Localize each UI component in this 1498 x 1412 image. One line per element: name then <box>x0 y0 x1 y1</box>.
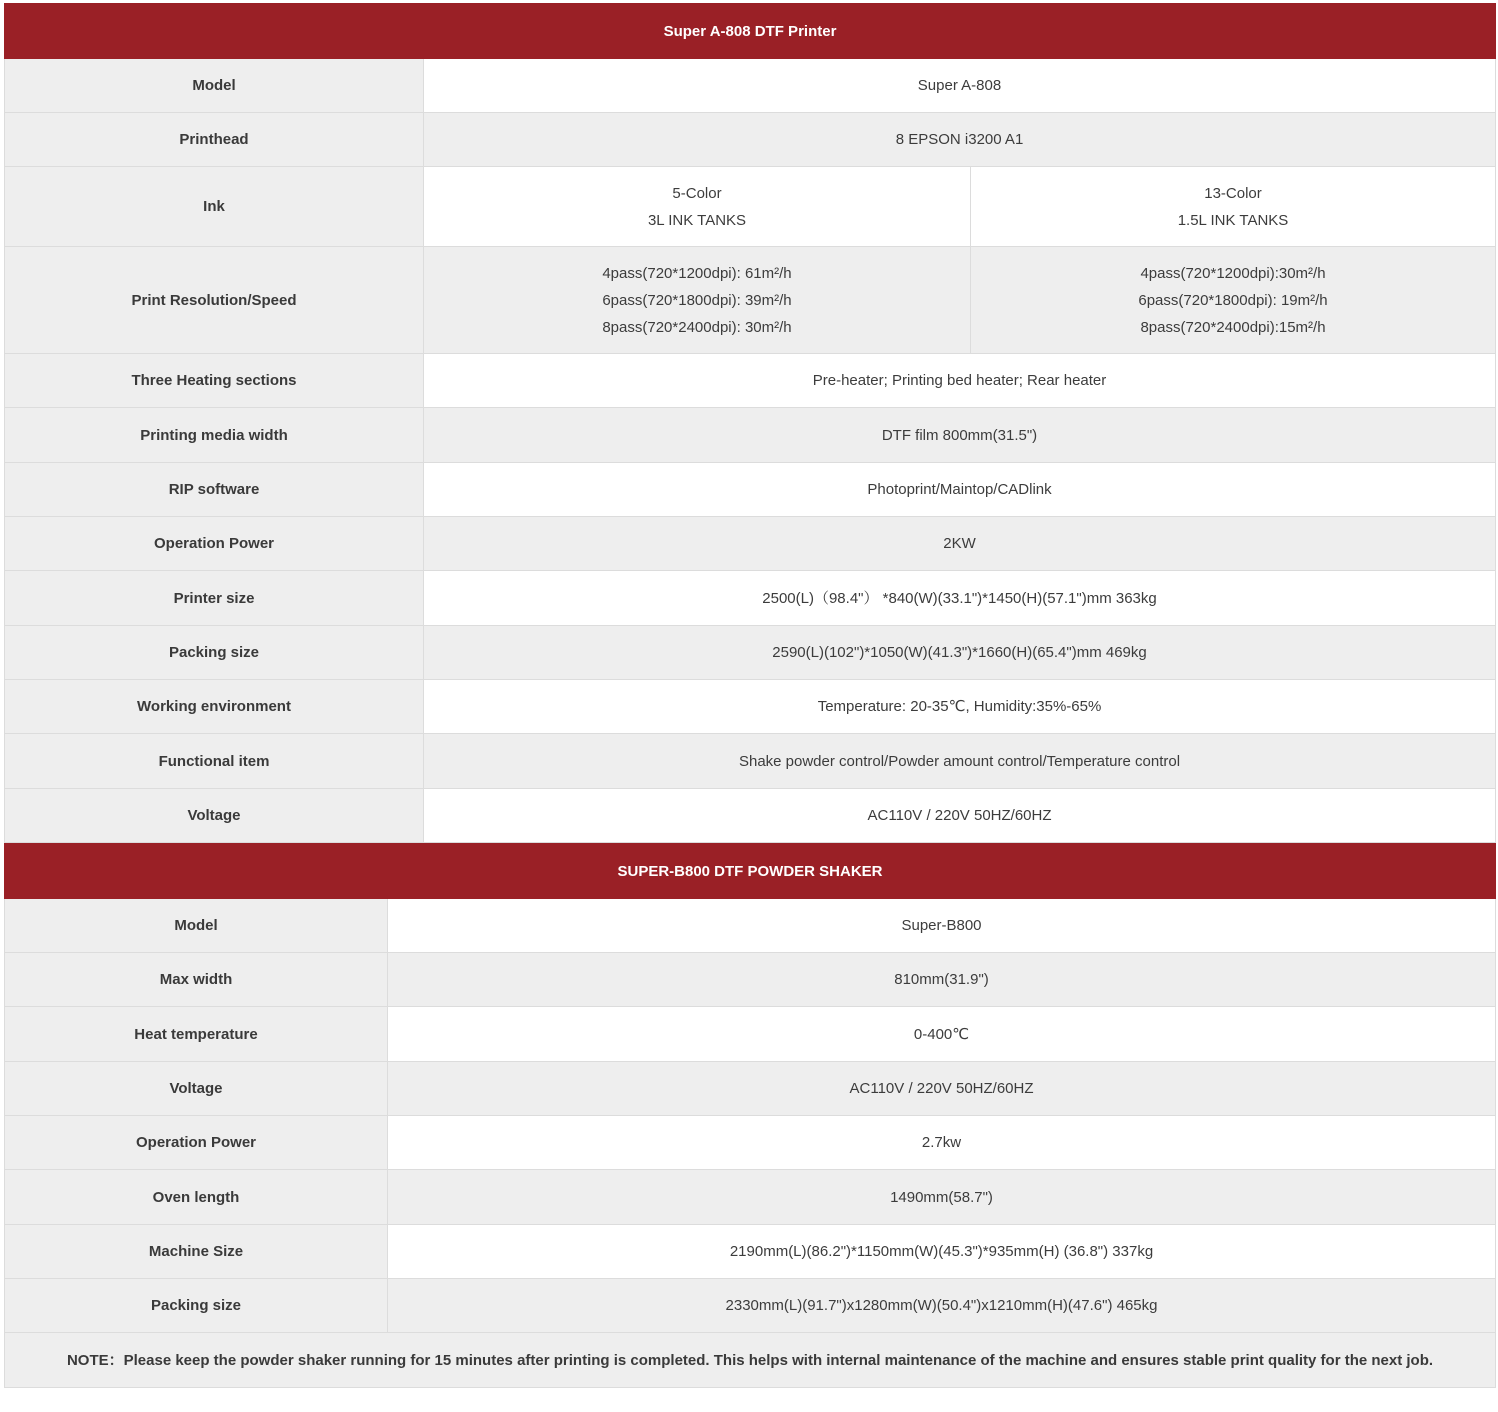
row-value: 2KW <box>424 517 1496 571</box>
row-value-ink-13color <box>971 167 1496 247</box>
ink-13color-line2: 1.5L INK TANKS <box>1177 211 1289 229</box>
ink-5color-line2: 3L INK TANKS <box>647 211 747 229</box>
table-row <box>5 1279 1496 1333</box>
resolution-line: 6pass(720*1800dpi): 39m²/h <box>602 291 792 309</box>
row-label: Machine Size <box>5 1225 388 1279</box>
row-label: Working environment <box>5 680 424 734</box>
resolution-line: 8pass(720*2400dpi):15m²/h <box>1140 318 1326 336</box>
row-value: DTF film 800mm(31.5") <box>424 408 1496 463</box>
row-label: Operation Power <box>5 1116 388 1170</box>
printer-spec-table <box>4 3 1496 843</box>
row-label: Model <box>5 899 388 953</box>
row-value: Temperature: 20-35℃, Humidity:35%-65% <box>424 680 1496 734</box>
resolution-line: 8pass(720*2400dpi): 30m²/h <box>602 318 792 336</box>
table-row <box>5 680 1496 734</box>
maintenance-note: NOTE：Please keep the powder shaker running for 15 minutes after printing is completed. This helps with internal maintenance of the machine and ensures stable print quality for the next job. <box>5 1333 1496 1388</box>
row-value: Super A-808 <box>424 59 1496 113</box>
row-label: Model <box>5 59 424 113</box>
row-value: Shake powder control/Powder amount control/Temperature control <box>424 734 1496 789</box>
table-row <box>5 789 1496 843</box>
row-label: Packing size <box>5 1279 388 1333</box>
row-value-resolution-13color <box>971 247 1496 354</box>
table-row <box>5 408 1496 463</box>
row-label: Voltage <box>5 1062 388 1116</box>
row-value: 2590(L)(102")*1050(W)(41.3")*1660(H)(65.4")mm 469kg <box>424 626 1496 680</box>
table-row <box>5 517 1496 571</box>
row-label: Printing media width <box>5 408 424 463</box>
row-value: 2330mm(L)(91.7")x1280mm(W)(50.4")x1210mm(H)(47.6") 465kg <box>388 1279 1496 1333</box>
row-value: AC110V / 220V 50HZ/60HZ <box>424 789 1496 843</box>
row-value: 0-400℃ <box>388 1007 1496 1062</box>
table-row <box>5 899 1496 953</box>
row-label: RIP software <box>5 463 424 517</box>
table-row <box>5 734 1496 789</box>
row-value: Super-B800 <box>388 899 1496 953</box>
table-row <box>5 113 1496 167</box>
row-value: 2500(L)（98.4"） *840(W)(33.1")*1450(H)(57.1")mm 363kg <box>424 571 1496 626</box>
shaker-spec-table <box>4 843 1496 1388</box>
printer-table-title: Super A-808 DTF Printer <box>5 4 1496 59</box>
row-value-resolution-5color <box>424 247 971 354</box>
ink-13color-line1: 13-Color <box>1204 184 1262 202</box>
table-row <box>5 1116 1496 1170</box>
row-label: Max width <box>5 953 388 1007</box>
row-value: 2.7kw <box>388 1116 1496 1170</box>
row-label: Functional item <box>5 734 424 789</box>
row-value: 810mm(31.9") <box>388 953 1496 1007</box>
ink-5color-line1: 5-Color <box>672 184 722 202</box>
row-label: Voltage <box>5 789 424 843</box>
row-label: Three Heating sections <box>5 354 424 408</box>
table-row <box>5 354 1496 408</box>
row-label: Heat temperature <box>5 1007 388 1062</box>
table-row <box>5 953 1496 1007</box>
row-value: 1490mm(58.7") <box>388 1170 1496 1225</box>
shaker-table-title: SUPER-B800 DTF POWDER SHAKER <box>5 844 1496 899</box>
row-value: 2190mm(L)(86.2")*1150mm(W)(45.3")*935mm(H) (36.8") 337kg <box>388 1225 1496 1279</box>
table-row <box>5 1007 1496 1062</box>
row-label: Printhead <box>5 113 424 167</box>
table-row <box>5 247 1496 354</box>
row-value: 8 EPSON i3200 A1 <box>424 113 1496 167</box>
row-label: Oven length <box>5 1170 388 1225</box>
table-row <box>5 463 1496 517</box>
resolution-line: 4pass(720*1200dpi): 61m²/h <box>602 264 792 282</box>
row-label: Printer size <box>5 571 424 626</box>
row-value: AC110V / 220V 50HZ/60HZ <box>388 1062 1496 1116</box>
resolution-line: 6pass(720*1800dpi): 19m²/h <box>1138 291 1328 309</box>
table-row <box>5 59 1496 113</box>
table-row <box>5 1062 1496 1116</box>
table-row <box>5 1170 1496 1225</box>
row-label: Ink <box>5 167 424 247</box>
table-row <box>5 571 1496 626</box>
table-row <box>5 167 1496 247</box>
row-label: Packing size <box>5 626 424 680</box>
row-value: Photoprint/Maintop/CADlink <box>424 463 1496 517</box>
row-label: Operation Power <box>5 517 424 571</box>
table-row <box>5 1225 1496 1279</box>
row-value: Pre-heater; Printing bed heater; Rear heater <box>424 354 1496 408</box>
row-value-ink-5color <box>424 167 971 247</box>
table-row <box>5 626 1496 680</box>
resolution-line: 4pass(720*1200dpi):30m²/h <box>1140 264 1326 282</box>
row-label: Print Resolution/Speed <box>5 247 424 354</box>
